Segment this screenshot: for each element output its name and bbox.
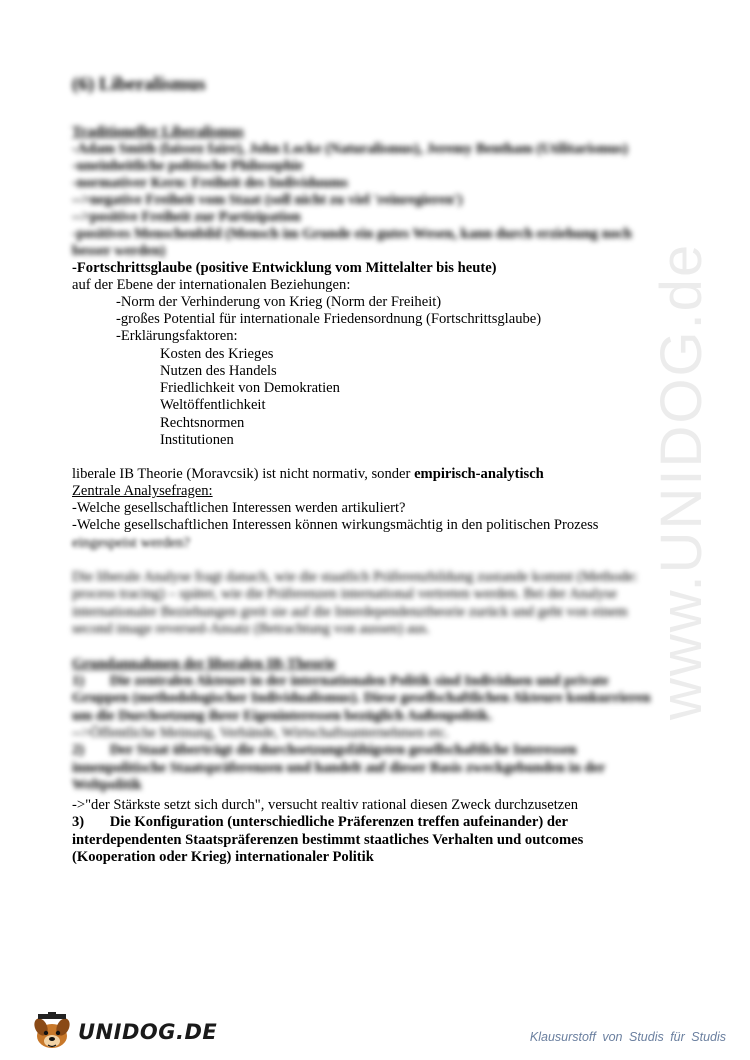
text-line: um die Durchsetzung ihrer Eigeninteressen bezüglich Außenpolitik. (72, 708, 493, 724)
text-line: -normativer Kern: Freiheit des Individuums (72, 175, 348, 191)
text-line: Gruppen (methodologischer Individualismus). Diese gesellschaftlichen Akteure konkurrieren (72, 690, 651, 706)
theorie-line (72, 466, 544, 483)
watermark: www.UNIDOG.de (649, 242, 714, 720)
text-line: innenpolitische Staatspräferenzen und handelt auf dieser Basis zweckgebunden in der (72, 760, 606, 776)
ebene-item: -Norm der Verhinderung von Krieg (Norm der Freiheit) (116, 294, 442, 310)
analysefrage: eingespeist werden? (72, 535, 190, 551)
text-line: -Adam Smith (laissez faire), John Locke (Naturalismus), Jeremy Bentham (Utilitarismus) (72, 141, 629, 157)
faktor-item: Nutzen des Handels (160, 363, 277, 379)
faktor-item: Rechtsnormen (160, 415, 245, 431)
logo-text: UNIDOG.DE (78, 1020, 218, 1044)
section-heading: Traditioneller Liberalismus (72, 124, 244, 140)
text-line: Weltpolitik (72, 777, 142, 793)
document-title: (6) Liberalismus (72, 74, 206, 95)
faktor-item: Kosten des Krieges (160, 346, 274, 362)
text-line: -positives Menschenbild (Mensch im Grunde ein gutes Wesen, kann durch erziehung noch (72, 226, 632, 242)
ebene-line: auf der Ebene der internationalen Beziehungen: (72, 277, 351, 293)
text-line: Die liberale Analyse fragt danach, wie die staatlich Präferenzbildung zustande kommt (Methode: (72, 569, 638, 585)
faktor-item: Friedlichkeit von Demokratien (160, 380, 340, 396)
text-line: second image reversed-Ansatz (Betrachtung von aussen) aus. (72, 621, 430, 637)
analysefragen-heading: Zentrale Analysefragen: (72, 483, 213, 499)
text-line: -uneinheitliche politische Philosophie (72, 158, 304, 174)
text-line: besser werden) (72, 243, 166, 259)
text-line: -->negative Freiheit vom Staat (soll nicht zu viel 'reinregieren') (72, 192, 463, 208)
text-line: 1) Die zentralen Akteure in der internationalen Politik sind Individuen und private (72, 673, 609, 689)
dog-icon (28, 1012, 76, 1052)
analysefrage: -Welche gesellschaftlichen Interessen können wirkungsmächtig in den politischen Prozess (72, 517, 599, 533)
fortschritt-line: -Fortschrittsglaube (positive Entwicklung vom Mittelalter bis heute) (72, 260, 497, 276)
section-heading: Grundannahmen der liberalen IB-Theorie (72, 656, 336, 672)
theorie-bold: empirisch-analytisch (414, 466, 544, 482)
ebene-item: -großes Potential für internationale Friedensordnung (Fortschrittsglaube) (116, 311, 542, 327)
text-line: internationaler Beziehungen greit sie auf die Interdependenztheorie zurück und geht von einem (72, 604, 628, 620)
text-line: 2) Der Staat überträgt die durchsetzungsfähigsten gesellschaftliche Interessen (72, 742, 577, 758)
theorie-prefix: liberale IB Theorie (Moravcsik) ist nicht normativ, sonder (72, 466, 415, 482)
text-line: process tracing) – später, wie die Präferenzen international vertreten werden. Bei der Analyse (72, 586, 617, 602)
staerkste-line: ->"der Stärkste setzt sich durch", versucht realtiv rational diesen Zweck durchzusetzen (72, 797, 579, 813)
ebene-item: -Erklärungsfaktoren: (116, 328, 238, 344)
grundannahme3-line: (Kooperation oder Krieg) internationaler Politik (72, 849, 374, 865)
text-line: -->positive Freiheit zur Partizipation (72, 209, 301, 225)
grundannahme3-line: 3) Die Konfiguration (unterschiedliche Präferenzen treffen aufeinander) der (72, 814, 568, 830)
unidog-logo[interactable] (28, 1012, 218, 1052)
faktor-item: Institutionen (160, 432, 234, 448)
footer-tagline: Klausurstoff von Studis für Studis (529, 1030, 726, 1044)
faktor-item: Weltöffentlichkeit (160, 397, 266, 413)
analysefrage: -Welche gesellschaftlichen Interessen werden artikuliert? (72, 500, 406, 516)
grundannahme3-line: interdependenten Staatspräferenzen bestimmt staatliches Verhalten und outcomes (72, 832, 584, 848)
text-line: -->Öffentliche Meinung, Verbände, Wirtschaftsunternehmen etc. (72, 725, 449, 741)
